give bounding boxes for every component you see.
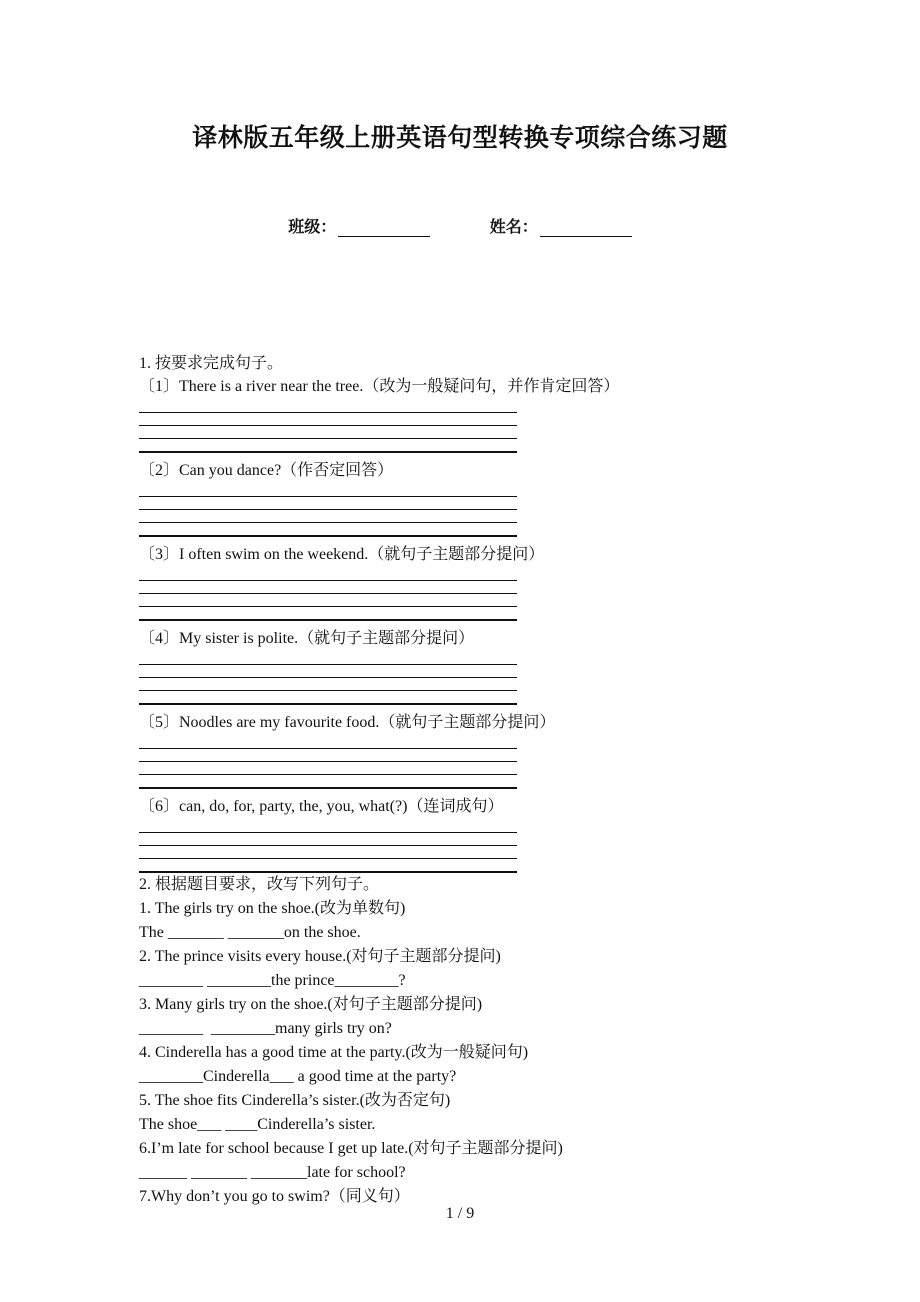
answer-lines[interactable] bbox=[139, 484, 517, 537]
question-text: 3. Many girls try on the shoe.(对句子主题部分提问) bbox=[139, 996, 483, 1013]
answer-blank-line[interactable]: The _______ _______on the shoe. bbox=[139, 924, 361, 941]
section2-item bbox=[139, 993, 839, 1041]
class-label: 班级： bbox=[288, 217, 337, 236]
section1-item bbox=[139, 795, 839, 873]
section1-item bbox=[139, 627, 839, 705]
answer-lines[interactable] bbox=[139, 736, 517, 789]
section1-item bbox=[139, 459, 839, 537]
question-text: 〔6〕can, do, for, party, the, you, what(?)（连词成句） bbox=[139, 798, 504, 815]
answer-lines[interactable] bbox=[139, 400, 517, 453]
question-text: 4. Cinderella has a good time at the party.(改为一般疑问句) bbox=[139, 1044, 529, 1061]
answer-blank-line[interactable]: ________ ________many girls try on? bbox=[139, 1020, 392, 1037]
question-text: 〔5〕Noodles are my favourite food.（就句子主题部分提问） bbox=[139, 714, 556, 731]
section2-item bbox=[139, 945, 839, 993]
answer-blank-line[interactable]: ______ _______ _______late for school? bbox=[139, 1164, 406, 1181]
question-text: 〔3〕I often swim on the weekend.（就句子主题部分提问） bbox=[139, 546, 545, 563]
section1-heading: 1. 按要求完成句子。 bbox=[139, 355, 284, 372]
section1-item bbox=[139, 375, 839, 453]
answer-lines[interactable] bbox=[139, 652, 517, 705]
section2-item bbox=[139, 1137, 839, 1185]
section2-heading: 2. 根据题目要求，改写下列句子。 bbox=[139, 876, 380, 893]
answer-lines[interactable] bbox=[139, 820, 517, 873]
question-text: 〔4〕My sister is polite.（就句子主题部分提问） bbox=[139, 630, 475, 647]
name-blank[interactable] bbox=[540, 218, 632, 237]
section2-item bbox=[139, 1089, 839, 1137]
student-info bbox=[0, 214, 920, 237]
question-text: 2. The prince visits every house.(对句子主题部分提问) bbox=[139, 948, 501, 965]
exercise-content bbox=[139, 352, 839, 1209]
name-field bbox=[490, 214, 632, 237]
section2-item bbox=[139, 1041, 839, 1089]
question-text: 7.Why don’t you go to swim?（同义句） bbox=[139, 1188, 410, 1205]
question-text: 〔2〕Can you dance?（作否定回答） bbox=[139, 462, 394, 479]
question-text: 〔1〕There is a river near the tree.（改为一般疑问句，并作肯定回答） bbox=[139, 378, 620, 395]
page-number: 1 / 9 bbox=[445, 1205, 475, 1222]
section2-item bbox=[139, 897, 839, 945]
question-text: 6.I’m late for school because I get up late.(对句子主题部分提问) bbox=[139, 1140, 563, 1157]
question-text: 1. The girls try on the shoe.(改为单数句) bbox=[139, 900, 406, 917]
question-text: 5. The shoe fits Cinderella’s sister.(改为否定句) bbox=[139, 1092, 451, 1109]
answer-lines[interactable] bbox=[139, 568, 517, 621]
class-blank[interactable] bbox=[338, 218, 430, 237]
class-field bbox=[288, 214, 430, 237]
answer-blank-line[interactable]: The shoe___ ____Cinderella’s sister. bbox=[139, 1116, 376, 1133]
name-label: 姓名： bbox=[489, 217, 538, 236]
answer-blank-line[interactable]: ________ ________the prince________? bbox=[139, 972, 406, 989]
answer-blank-line[interactable]: ________Cinderella___ a good time at the party? bbox=[139, 1068, 457, 1085]
page-title: 译林版五年级上册英语句型转换专项综合练习题 bbox=[192, 123, 728, 152]
section1-item bbox=[139, 543, 839, 621]
section1-item bbox=[139, 711, 839, 789]
